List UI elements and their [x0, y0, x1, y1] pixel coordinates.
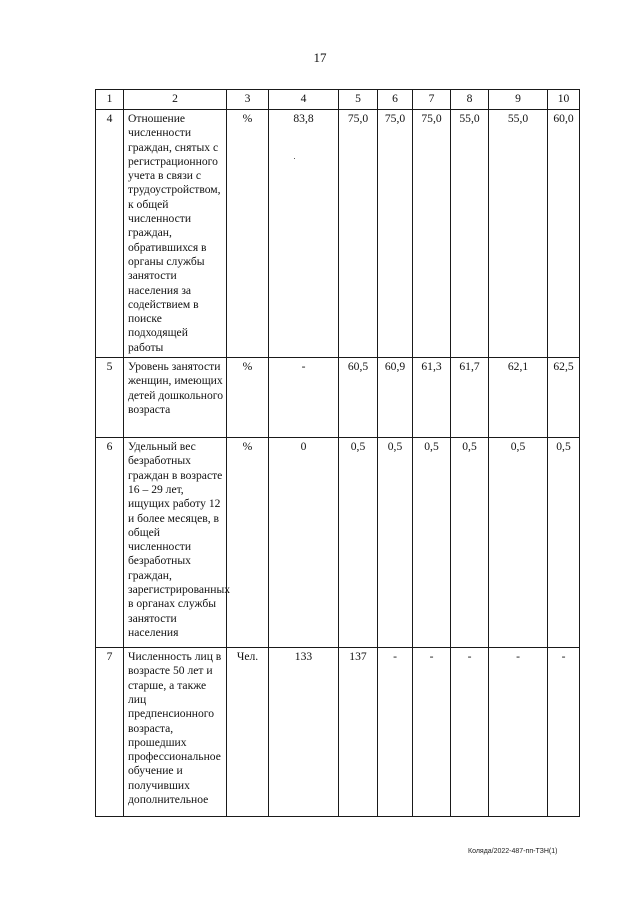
row-number: 7 — [96, 648, 124, 817]
value-cell: - — [378, 648, 413, 817]
row-number: 6 — [96, 438, 124, 648]
value-cell: 61,3 — [413, 358, 451, 438]
table-row — [96, 648, 580, 817]
header-cell: 3 — [227, 90, 269, 110]
value-cell: 75,0 — [339, 110, 378, 358]
unit-cell: % — [227, 438, 269, 648]
table-header-row — [96, 90, 580, 110]
value-cell: 55,0 — [451, 110, 489, 358]
scan-speck — [294, 158, 295, 159]
header-cell: 1 — [96, 90, 124, 110]
unit-cell: Чел. — [227, 648, 269, 817]
header-cell: 8 — [451, 90, 489, 110]
value-cell: 60,0 — [548, 110, 580, 358]
value-cell: 60,5 — [339, 358, 378, 438]
value-cell: - — [269, 358, 339, 438]
value-cell: 62,1 — [489, 358, 548, 438]
value-cell: 61,7 — [451, 358, 489, 438]
indicator-name: Удельный вес безработных граждан в возрасте 16 – 29 лет, ищущих работу 12 и более месяцев, в общей численности безработных граждан, зарегистрированных в органах службы занятости населения — [124, 438, 227, 648]
header-cell: 5 — [339, 90, 378, 110]
header-cell: 6 — [378, 90, 413, 110]
value-cell: - — [451, 648, 489, 817]
table-row — [96, 358, 580, 438]
value-cell: 75,0 — [378, 110, 413, 358]
header-cell: 2 — [124, 90, 227, 110]
value-cell: - — [548, 648, 580, 817]
value-cell: 0,5 — [413, 438, 451, 648]
page-number: 17 — [313, 50, 327, 65]
header-cell: 4 — [269, 90, 339, 110]
value-cell: 62,5 — [548, 358, 580, 438]
value-cell: 0,5 — [339, 438, 378, 648]
header-cell: 9 — [489, 90, 548, 110]
value-cell: 0,5 — [489, 438, 548, 648]
indicators-table — [95, 89, 580, 817]
unit-cell: % — [227, 110, 269, 358]
value-cell: 60,9 — [378, 358, 413, 438]
value-cell: - — [413, 648, 451, 817]
value-cell: 0 — [269, 438, 339, 648]
value-cell: 133 — [269, 648, 339, 817]
table-row — [96, 438, 580, 648]
header-cell: 7 — [413, 90, 451, 110]
header-cell: 10 — [548, 90, 580, 110]
value-cell: - — [489, 648, 548, 817]
table-row — [96, 110, 580, 358]
value-cell: 75,0 — [413, 110, 451, 358]
value-cell: 55,0 — [489, 110, 548, 358]
row-number: 5 — [96, 358, 124, 438]
value-cell: 83,8 — [269, 110, 339, 358]
value-cell: 0,5 — [548, 438, 580, 648]
value-cell: 0,5 — [378, 438, 413, 648]
indicator-name: Уровень занятости женщин, имеющих детей дошкольного возраста — [124, 358, 227, 438]
row-number: 4 — [96, 110, 124, 358]
value-cell: 0,5 — [451, 438, 489, 648]
unit-cell: % — [227, 358, 269, 438]
indicator-name: Численность лиц в возрасте 50 лет и старше, а также лиц предпенсионного возраста, прошедших профессиональное обучение и получивших дополнительное — [124, 648, 227, 817]
indicator-name: Отношение численности граждан, снятых с регистрационного учета в связи с трудоустройством, к общей численности граждан, обратившихся в органы службы занятости населения за содействием в поиске подходящей работы — [124, 110, 227, 358]
value-cell: 137 — [339, 648, 378, 817]
document-code: Колядa/2022-487-пп-ТЗН(1) — [468, 848, 558, 855]
